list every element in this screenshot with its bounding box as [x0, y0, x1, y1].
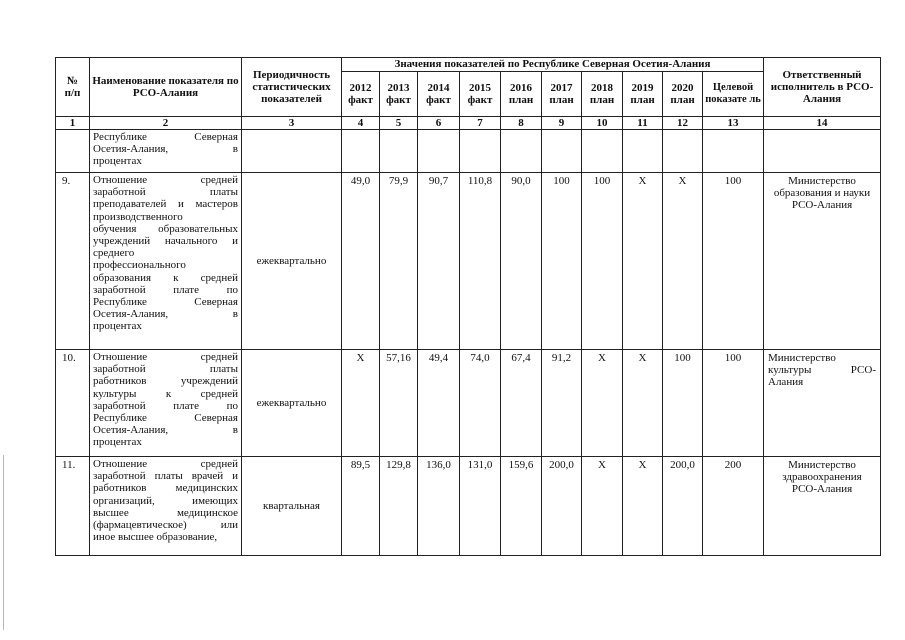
column-number: 9 [542, 117, 582, 130]
value-2013: 79,9 [380, 173, 418, 350]
indicator-name-line: процентах [93, 320, 142, 333]
indicator-name-line: Отношение средней [93, 351, 238, 363]
column-number: 8 [501, 117, 542, 130]
column-number: 14 [764, 117, 881, 130]
year-header-2019 [623, 72, 663, 117]
indicator-name-line: Республике Северная [93, 131, 238, 143]
table-row [56, 173, 881, 350]
year-header-2016 [501, 72, 542, 117]
periodicity: ежеквартально [242, 350, 342, 457]
responsible-line: РСО-Алания [791, 483, 853, 496]
value-2015 [460, 130, 501, 173]
indicator-name-line: процентах [93, 155, 142, 168]
column-number: 11 [623, 117, 663, 130]
value-2018: 100 [582, 173, 623, 350]
indicators-table [55, 57, 881, 556]
value-2016: 90,0 [501, 173, 542, 350]
column-number: 5 [380, 117, 418, 130]
year-label: 2017 [550, 81, 573, 94]
row-number: 10. [56, 350, 90, 457]
table-row [56, 130, 881, 173]
year-header-2014 [418, 72, 460, 117]
value-2020: 200,0 [663, 457, 703, 556]
value-2017 [542, 130, 582, 173]
year-header-2013 [380, 72, 418, 117]
column-number: 1 [56, 117, 90, 130]
value-2018: Х [582, 457, 623, 556]
target-value: 100 [703, 173, 764, 350]
responsible-executor [764, 457, 881, 556]
column-number: 12 [663, 117, 703, 130]
period-header-label: Периодичность статистических показателей [252, 68, 331, 106]
year-kind: план [549, 94, 574, 106]
responsible-line: Министерство [788, 459, 856, 471]
responsible-executor [764, 350, 881, 457]
indicator-name-line: заработной платы врачей и [93, 470, 238, 483]
header-row-top [56, 58, 881, 72]
period-header [242, 58, 342, 117]
column-number: 10 [582, 117, 623, 130]
value-2020: Х [663, 173, 703, 350]
year-label: 2020 [671, 81, 694, 94]
year-kind: план [670, 94, 695, 106]
indicator-name-line: Республике Северная [93, 296, 238, 309]
indicator-name-line: работников учреждений [93, 375, 238, 388]
indicator-name-line: заработной платы [93, 186, 238, 199]
value-2015: 131,0 [460, 457, 501, 556]
num-header-label: № п/п [64, 74, 81, 99]
row-number: 11. [56, 457, 90, 556]
value-2015: 74,0 [460, 350, 501, 457]
row-number [56, 130, 90, 173]
responsible-line: образования и науки [773, 187, 871, 200]
value-2017: 100 [542, 173, 582, 350]
year-label: 2012 [349, 81, 372, 94]
responsible-line: Алания [768, 376, 804, 389]
periodicity [242, 130, 342, 173]
indicator-name-line: работников медицинских [93, 482, 238, 495]
column-number: 7 [460, 117, 501, 130]
value-2017: 200,0 [542, 457, 582, 556]
responsible-header [764, 58, 881, 117]
indicator-name-line: Отношение средней [93, 458, 238, 470]
indicator-name-line: среднего [93, 247, 135, 260]
value-2019: Х [623, 350, 663, 457]
row-number: 9. [56, 173, 90, 350]
value-2020 [663, 130, 703, 173]
value-2019 [623, 130, 663, 173]
indicator-name [90, 173, 242, 350]
values-group-header [342, 58, 764, 72]
year-label: 2019 [631, 81, 654, 94]
value-2016: 67,4 [501, 350, 542, 457]
responsible-line: культуры РСО- [768, 364, 876, 377]
indicator-name-line: преподавателей и мастеров [93, 198, 238, 211]
values-group-label: Значения показателей по Республике Северная Осетия-Алания [394, 58, 711, 71]
target-value: 100 [703, 350, 764, 457]
year-header-2018 [582, 72, 623, 117]
value-2013 [380, 130, 418, 173]
table-row [56, 350, 881, 457]
indicator-name-line: заработной плате по [93, 399, 238, 412]
value-2013: 129,8 [380, 457, 418, 556]
target-value [703, 130, 764, 173]
indicator-name-line: иное высшее образование, [93, 531, 218, 544]
value-2014: 90,7 [418, 173, 460, 350]
year-kind: факт [467, 94, 493, 106]
column-number: 13 [703, 117, 764, 130]
responsible-line: здравоохранения [782, 471, 862, 484]
responsible-executor [764, 173, 881, 350]
value-2012: 89,5 [342, 457, 380, 556]
value-2012 [342, 130, 380, 173]
value-2016: 159,6 [501, 457, 542, 556]
column-number: 2 [90, 117, 242, 130]
value-2017: 91,2 [542, 350, 582, 457]
indicator-name-line: Республике Северная [93, 412, 238, 425]
year-header-2015 [460, 72, 501, 117]
year-label: 2016 [510, 81, 532, 94]
year-header-2017 [542, 72, 582, 117]
responsible-line: РСО-Алания [791, 199, 853, 212]
year-kind: факт [348, 94, 373, 106]
indicator-name [90, 350, 242, 457]
year-kind: план [630, 94, 655, 106]
responsible-line: Министерство [788, 175, 856, 187]
target-header-label: Целевой показате ль [705, 82, 761, 105]
num-header [56, 58, 90, 117]
year-header-2012 [342, 72, 380, 117]
value-2020: 100 [663, 350, 703, 457]
indicator-name-line: культуры к средней [93, 387, 238, 400]
target-value: 200 [703, 457, 764, 556]
indicator-name-line: учреждений начального и [93, 235, 238, 248]
indicator-name-line: организаций, имеющих [93, 494, 238, 507]
value-2014: 49,4 [418, 350, 460, 457]
value-2019: Х [623, 457, 663, 556]
value-2019: Х [623, 173, 663, 350]
indicator-name-line: профессионального [93, 259, 186, 272]
value-2014: 136,0 [418, 457, 460, 556]
year-kind: план [589, 94, 615, 106]
value-2014 [418, 130, 460, 173]
periodicity: ежеквартально [242, 173, 342, 350]
indicator-name-line: обучения образовательных [93, 222, 238, 235]
value-2012: 49,0 [342, 173, 380, 350]
year-label: 2018 [591, 81, 613, 94]
column-number: 6 [418, 117, 460, 130]
periodicity: квартальная [242, 457, 342, 556]
indicator-name-line: Отношение средней [93, 174, 238, 186]
column-numbers-row [56, 117, 881, 130]
value-2018: Х [582, 350, 623, 457]
table-row [56, 457, 881, 556]
responsible-header-label: Ответственный исполнитель в РСО-Алания [770, 68, 874, 106]
year-header-2020 [663, 72, 703, 117]
indicator-name-line: производственного [93, 210, 183, 223]
name-header-label: Наименование показателя по РСО-Алания [92, 74, 239, 99]
target-header [703, 72, 764, 117]
column-number: 4 [342, 117, 380, 130]
responsible-executor [764, 130, 881, 173]
indicator-name-line: Осетия-Алания, в [93, 424, 238, 437]
indicator-name-line: процентах [93, 436, 142, 449]
indicator-name [90, 457, 242, 556]
column-number: 3 [242, 117, 342, 130]
year-label: 2014 [427, 81, 450, 94]
year-label: 2013 [387, 81, 410, 94]
value-2018 [582, 130, 623, 173]
year-label: 2015 [469, 81, 491, 94]
indicator-name-line: заработной платы [93, 363, 238, 376]
value-2012: Х [342, 350, 380, 457]
year-kind: факт [426, 94, 451, 106]
name-header [90, 58, 242, 117]
year-kind: факт [386, 94, 411, 106]
indicator-name-line: (фармацевтическое) или [93, 519, 238, 532]
value-2015: 110,8 [460, 173, 501, 350]
indicator-name-line: образования к средней [93, 271, 238, 284]
year-kind: план [508, 94, 534, 106]
value-2013: 57,16 [380, 350, 418, 457]
responsible-line: Министерство [768, 352, 836, 364]
indicator-name-line: заработной плате по [93, 283, 238, 296]
indicator-name [90, 130, 242, 173]
indicator-name-line: Осетия-Алания, в [93, 308, 238, 321]
value-2016 [501, 130, 542, 173]
indicator-name-line: Осетия-Алания, в [93, 143, 238, 156]
indicator-name-line: высшее медицинское [93, 506, 238, 519]
scan-edge-line [3, 455, 4, 630]
